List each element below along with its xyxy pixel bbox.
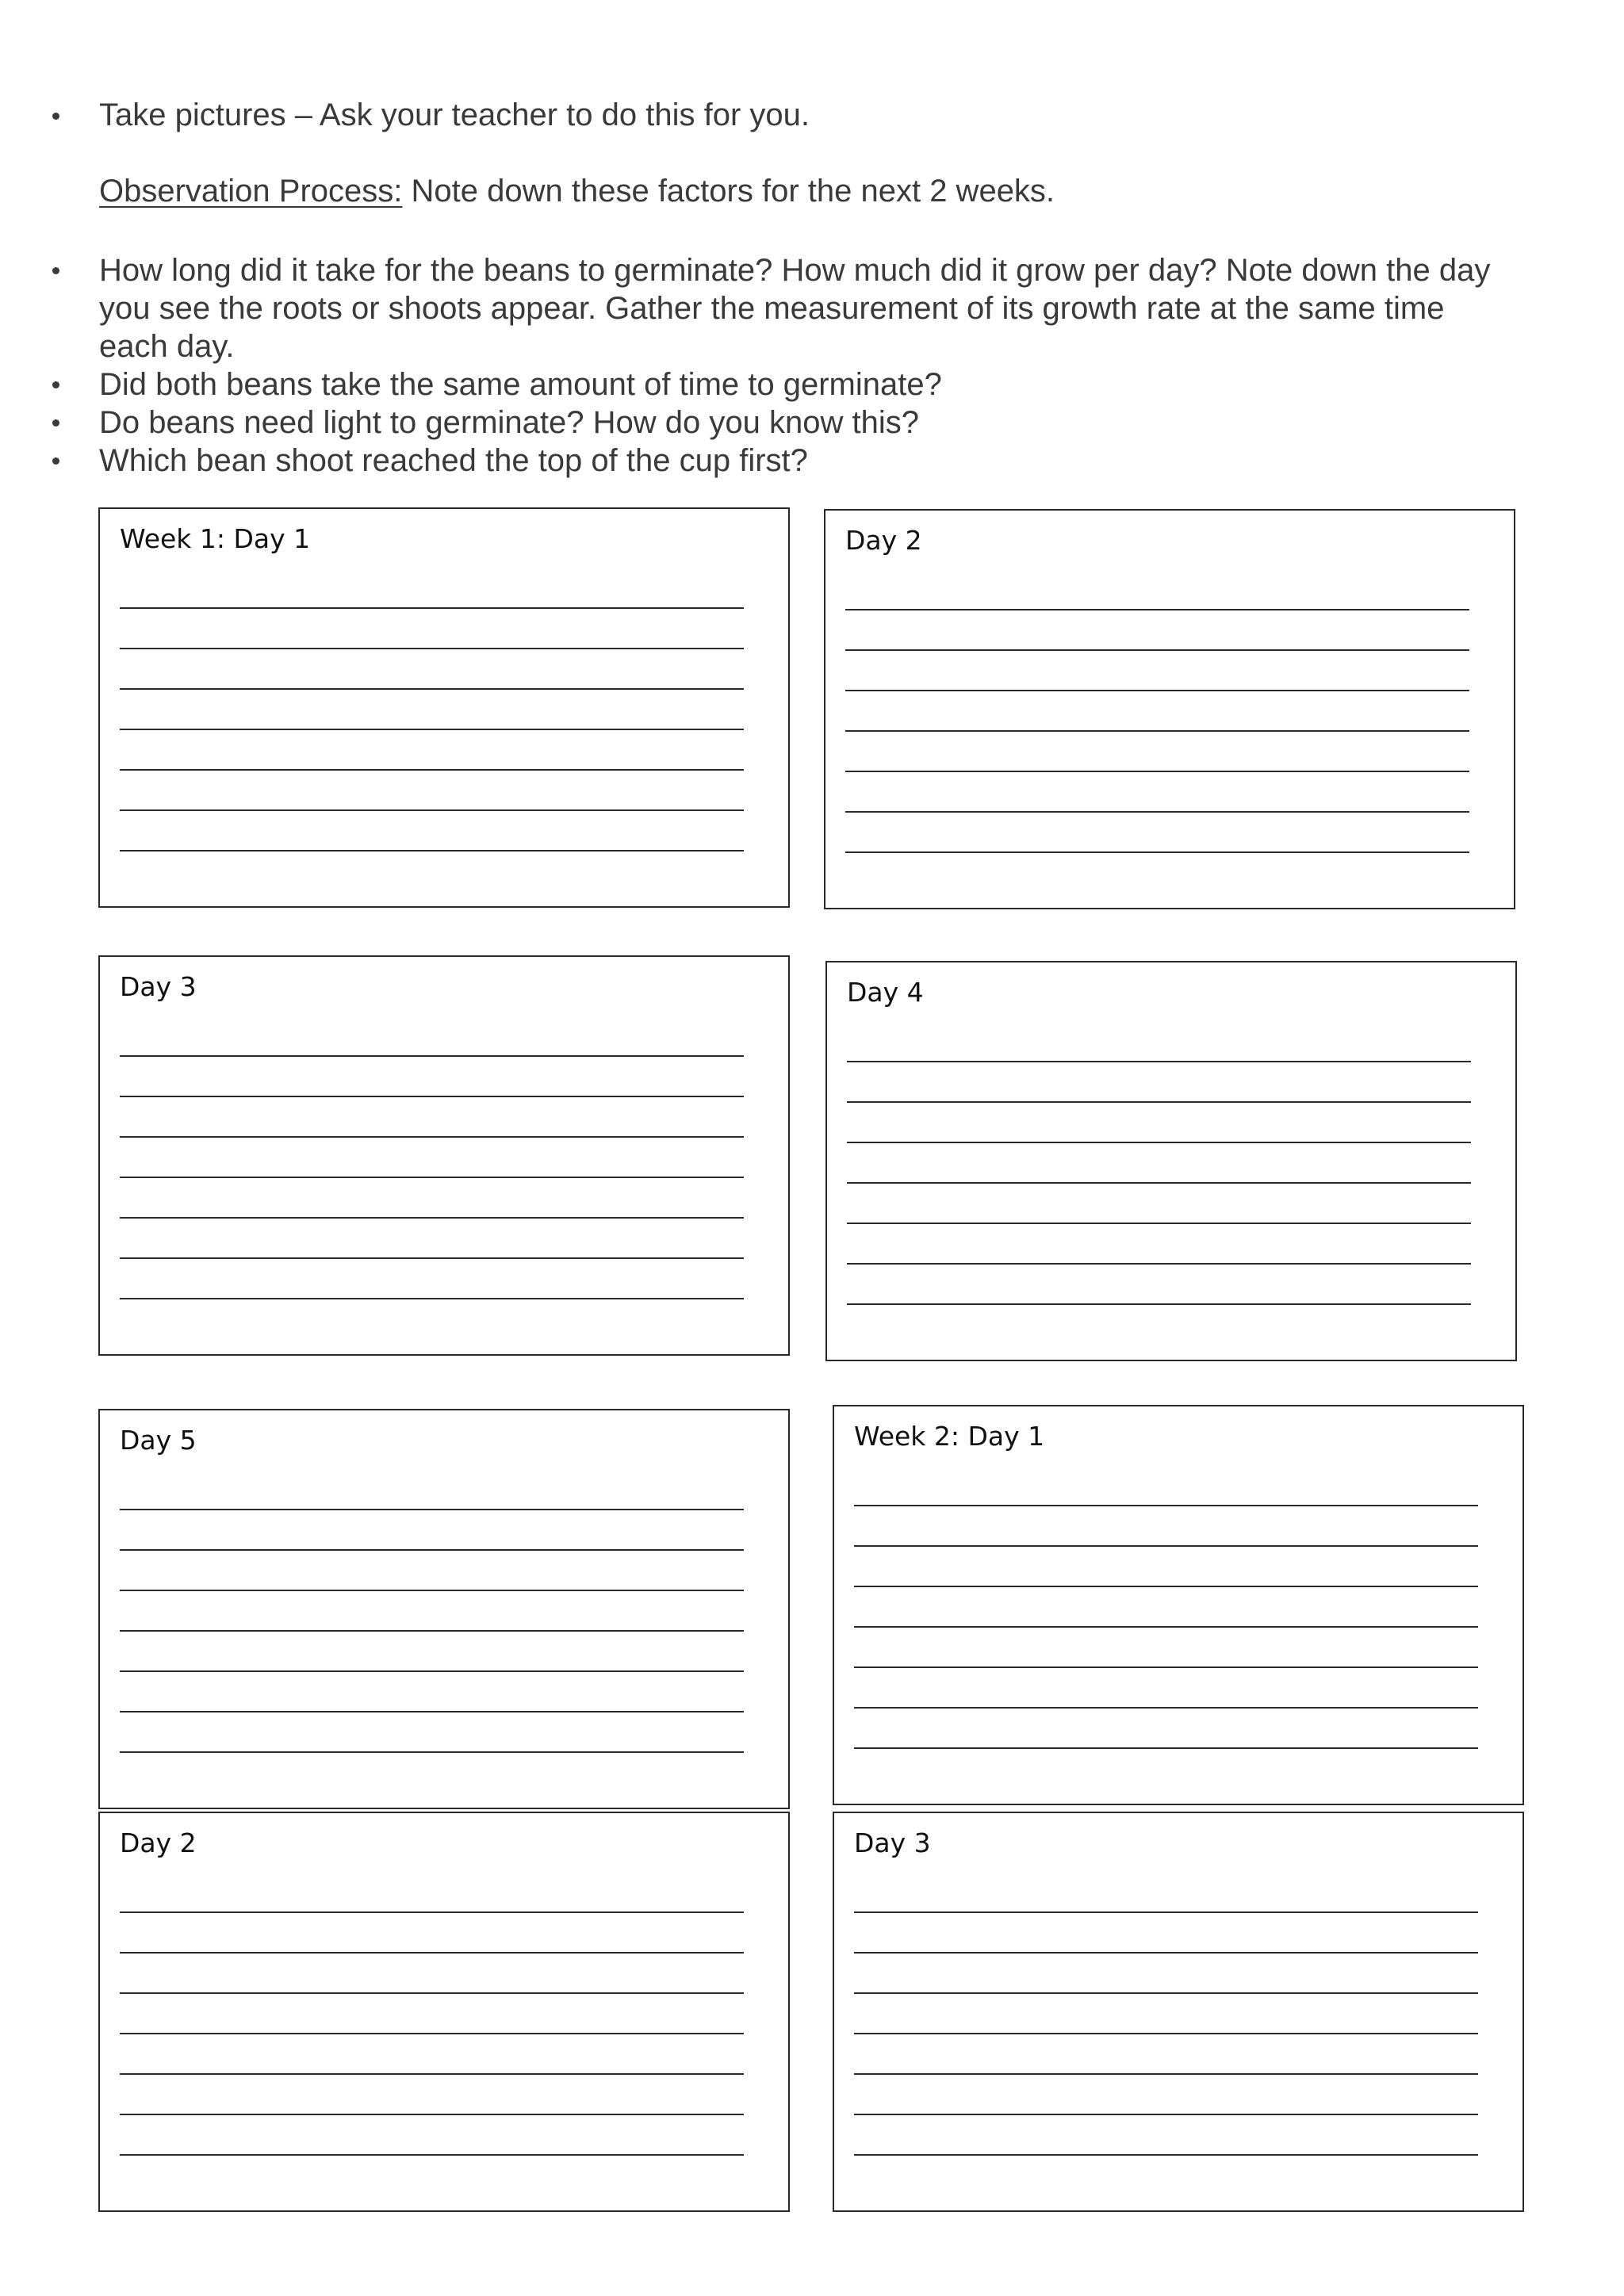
writing-line — [854, 1505, 1478, 1506]
box-title: Day 3 — [854, 1827, 931, 1858]
writing-line — [854, 1626, 1478, 1628]
writing-line — [120, 1055, 744, 1057]
writing-line — [847, 1061, 1471, 1062]
writing-line — [845, 649, 1469, 651]
observation-box — [98, 1812, 790, 2212]
writing-line — [120, 1217, 744, 1219]
observation-box — [833, 1812, 1524, 2212]
observation-heading: Observation Process: — [99, 174, 403, 209]
writing-line — [120, 1992, 744, 1994]
writing-line — [854, 2114, 1478, 2115]
writing-line — [120, 1911, 744, 1913]
writing-line — [854, 2033, 1478, 2034]
writing-line — [854, 1545, 1478, 1547]
writing-line — [847, 1303, 1471, 1305]
writing-line — [854, 1911, 1478, 1913]
writing-line — [120, 729, 744, 730]
writing-line — [854, 1992, 1478, 1994]
question-item: Which bean shoot reached the top of the cup first? — [44, 442, 1496, 480]
questions-list — [44, 251, 1496, 480]
writing-line — [120, 1711, 744, 1712]
observation-text: Note down these factors for the next 2 weeks. — [402, 174, 1055, 209]
observation-box — [825, 961, 1517, 1361]
writing-line — [854, 1952, 1478, 1954]
writing-line — [847, 1182, 1471, 1184]
intro-list — [44, 97, 1527, 134]
writing-line — [120, 1590, 744, 1591]
writing-line — [845, 771, 1469, 772]
writing-line — [120, 1257, 744, 1259]
writing-line — [120, 1298, 744, 1299]
writing-line — [854, 2154, 1478, 2156]
writing-line — [120, 2154, 744, 2156]
writing-line — [120, 1549, 744, 1551]
writing-line — [120, 1630, 744, 1632]
question-item: How long did it take for the beans to germinate? How much did it grow per day? Note down the day you see the roots or shoots appear. Gather the measurement of its growth rate at the same time each day. — [44, 251, 1496, 365]
box-title: Day 5 — [120, 1425, 197, 1456]
writing-line — [120, 2073, 744, 2075]
writing-line — [845, 609, 1469, 610]
writing-line — [845, 811, 1469, 813]
writing-line — [120, 1096, 744, 1097]
writing-line — [847, 1263, 1471, 1265]
box-title: Week 1: Day 1 — [120, 523, 311, 554]
writing-line — [845, 690, 1469, 691]
writing-line — [854, 1747, 1478, 1749]
writing-line — [120, 1136, 744, 1138]
box-title: Day 3 — [120, 971, 197, 1002]
observation-box — [833, 1405, 1524, 1805]
writing-line — [847, 1223, 1471, 1224]
writing-line — [120, 688, 744, 690]
writing-line — [120, 1509, 744, 1510]
writing-line — [120, 850, 744, 851]
writing-line — [120, 1952, 744, 1954]
writing-line — [120, 648, 744, 649]
writing-line — [120, 2033, 744, 2034]
writing-line — [854, 1667, 1478, 1668]
writing-line — [854, 2073, 1478, 2075]
observation-box — [824, 509, 1515, 909]
writing-line — [120, 1670, 744, 1672]
writing-line — [120, 769, 744, 771]
box-title: Day 2 — [120, 1827, 197, 1858]
writing-line — [845, 730, 1469, 732]
question-item: Did both beans take the same amount of time to germinate? — [44, 365, 1496, 404]
writing-line — [845, 851, 1469, 853]
question-item: Do beans need light to germinate? How do you know this? — [44, 404, 1496, 442]
take-pictures-item: Take pictures – Ask your teacher to do this for you. — [44, 97, 1527, 134]
writing-line — [854, 1586, 1478, 1587]
writing-line — [854, 1707, 1478, 1709]
box-title: Day 4 — [847, 977, 924, 1008]
observation-box — [98, 507, 790, 908]
writing-line — [120, 809, 744, 811]
writing-line — [120, 2114, 744, 2115]
writing-line — [120, 1751, 744, 1753]
observation-line — [99, 173, 1055, 210]
observation-box — [98, 955, 790, 1356]
writing-line — [847, 1101, 1471, 1103]
writing-line — [847, 1142, 1471, 1143]
writing-line — [120, 607, 744, 609]
box-title: Day 2 — [845, 525, 922, 556]
writing-line — [120, 1177, 744, 1178]
observation-box — [98, 1409, 790, 1809]
box-title: Week 2: Day 1 — [854, 1421, 1045, 1452]
